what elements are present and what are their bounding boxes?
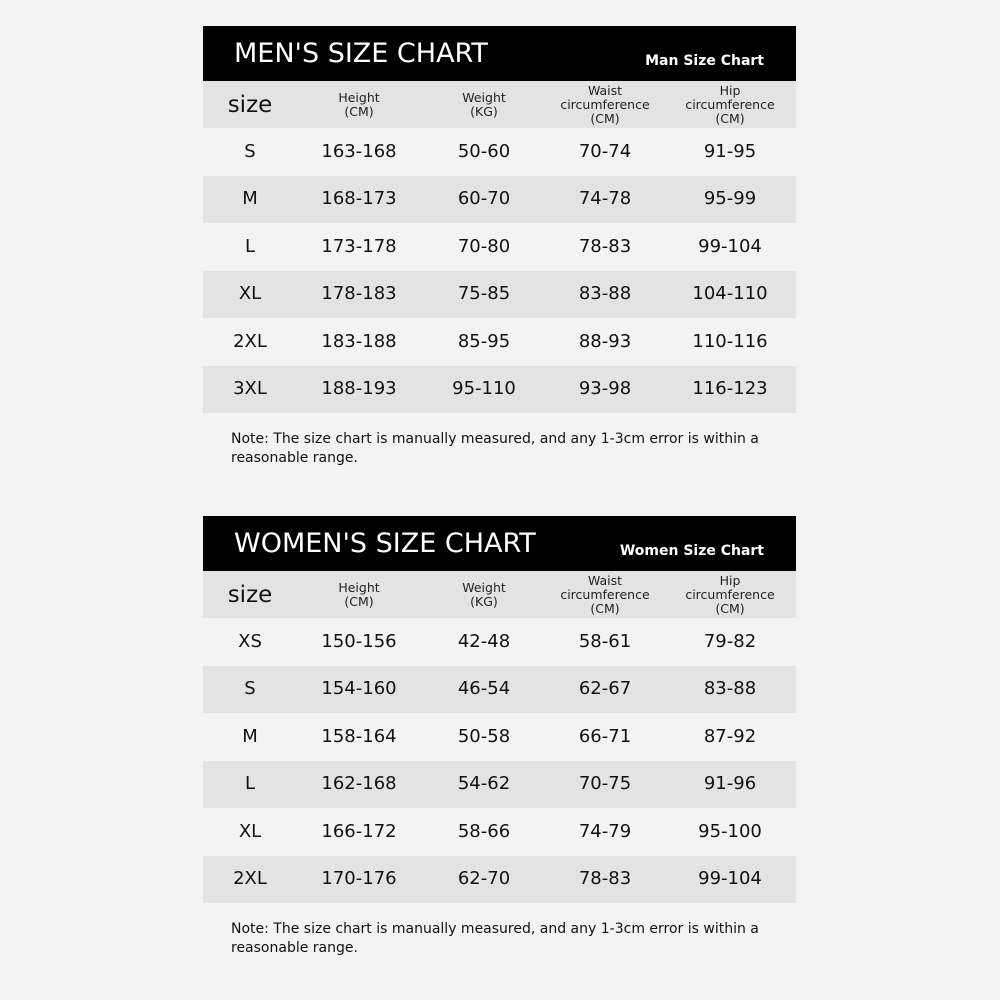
size-cell: 2XL bbox=[233, 868, 267, 890]
hip-cell: 116-123 bbox=[692, 378, 768, 400]
weight-cell: 46-54 bbox=[457, 678, 511, 700]
size-cell: S bbox=[244, 678, 256, 700]
header-hip-unit: (CM) bbox=[715, 600, 745, 616]
table-row bbox=[203, 318, 796, 366]
weight-cell: 60-70 bbox=[457, 188, 511, 210]
header-weight-label: Weight bbox=[462, 579, 506, 595]
size-cell: XL bbox=[238, 820, 262, 842]
header-height bbox=[338, 91, 379, 119]
waist-cell: 66-71 bbox=[578, 725, 632, 747]
height-cell: 183-188 bbox=[321, 330, 397, 352]
header-weight-label: Weight bbox=[462, 89, 506, 105]
womens-header-row bbox=[203, 571, 796, 618]
header-waist bbox=[560, 574, 649, 616]
hip-cell: 99-104 bbox=[698, 235, 762, 257]
waist-cell: 74-79 bbox=[578, 820, 632, 842]
weight-cell: 50-58 bbox=[457, 725, 511, 747]
header-hip-unit: (CM) bbox=[715, 110, 745, 126]
size-cell: 2XL bbox=[233, 330, 267, 352]
womens-table-body bbox=[203, 618, 796, 903]
mens-table-body bbox=[203, 128, 796, 413]
waist-cell: 58-61 bbox=[578, 630, 632, 652]
table-row bbox=[203, 366, 796, 414]
mens-chart-note: Note: The size chart is manually measured, and any 1-3cm error is within a reasonable range. bbox=[231, 431, 759, 466]
header-size: size bbox=[227, 581, 273, 608]
header-height bbox=[338, 581, 379, 609]
header-hip-label: Hip bbox=[719, 572, 741, 588]
weight-cell: 58-66 bbox=[457, 820, 511, 842]
table-row bbox=[203, 618, 796, 666]
weight-cell: 85-95 bbox=[457, 330, 511, 352]
hip-cell: 91-95 bbox=[703, 140, 757, 162]
womens-chart-note: Note: The size chart is manually measured, and any 1-3cm error is within a reasonable range. bbox=[231, 921, 759, 956]
header-height-unit: (CM) bbox=[344, 593, 374, 609]
mens-size-chart bbox=[203, 26, 796, 467]
header-waist bbox=[560, 84, 649, 126]
table-row bbox=[203, 223, 796, 271]
size-cell: 3XL bbox=[233, 378, 267, 400]
header-hip bbox=[685, 574, 774, 616]
height-cell: 158-164 bbox=[321, 725, 397, 747]
waist-cell: 62-67 bbox=[578, 678, 632, 700]
weight-cell: 95-110 bbox=[452, 378, 516, 400]
waist-cell: 93-98 bbox=[578, 378, 632, 400]
womens-size-chart bbox=[203, 516, 796, 957]
womens-chart-title: WOMEN'S SIZE CHART bbox=[234, 528, 536, 559]
header-weight-unit: (KG) bbox=[470, 103, 498, 119]
header-waist-unit: (CM) bbox=[590, 600, 620, 616]
header-hip-label-2: circumference bbox=[685, 586, 775, 602]
hip-cell: 104-110 bbox=[692, 283, 768, 305]
hip-cell: 91-96 bbox=[703, 773, 757, 795]
mens-chart-subtitle: Man Size Chart bbox=[645, 53, 764, 69]
header-waist-label: Waist bbox=[587, 82, 623, 98]
height-cell: 166-172 bbox=[321, 820, 397, 842]
header-waist-label-2: circumference bbox=[560, 586, 650, 602]
table-row bbox=[203, 856, 796, 904]
waist-cell: 78-83 bbox=[578, 868, 632, 890]
header-height-label: Height bbox=[338, 89, 380, 105]
height-cell: 154-160 bbox=[321, 678, 397, 700]
womens-chart-subtitle: Women Size Chart bbox=[619, 543, 764, 559]
height-cell: 168-173 bbox=[321, 188, 397, 210]
size-cell: M bbox=[242, 188, 258, 210]
height-cell: 150-156 bbox=[321, 630, 397, 652]
header-hip-label: Hip bbox=[719, 82, 741, 98]
mens-chart-banner bbox=[203, 26, 796, 81]
waist-cell: 78-83 bbox=[578, 235, 632, 257]
weight-cell: 62-70 bbox=[457, 868, 511, 890]
height-cell: 163-168 bbox=[321, 140, 397, 162]
size-cell: XL bbox=[238, 283, 262, 305]
waist-cell: 88-93 bbox=[578, 330, 632, 352]
height-cell: 170-176 bbox=[321, 868, 397, 890]
table-row bbox=[203, 666, 796, 714]
womens-chart-banner bbox=[203, 516, 796, 571]
size-cell: L bbox=[244, 235, 256, 257]
mens-header-row bbox=[203, 81, 796, 128]
header-hip bbox=[685, 84, 774, 126]
header-weight bbox=[462, 581, 506, 609]
height-cell: 188-193 bbox=[321, 378, 397, 400]
header-height-unit: (CM) bbox=[344, 103, 374, 119]
hip-cell: 87-92 bbox=[703, 725, 757, 747]
header-hip-label-2: circumference bbox=[685, 96, 775, 112]
weight-cell: 42-48 bbox=[457, 630, 511, 652]
height-cell: 173-178 bbox=[321, 235, 397, 257]
waist-cell: 74-78 bbox=[578, 188, 632, 210]
hip-cell: 79-82 bbox=[703, 630, 757, 652]
height-cell: 162-168 bbox=[321, 773, 397, 795]
header-size: size bbox=[227, 91, 273, 118]
weight-cell: 54-62 bbox=[457, 773, 511, 795]
table-row bbox=[203, 713, 796, 761]
weight-cell: 75-85 bbox=[457, 283, 511, 305]
size-cell: L bbox=[244, 773, 256, 795]
header-weight-unit: (KG) bbox=[470, 593, 498, 609]
size-cell: XS bbox=[238, 630, 262, 652]
waist-cell: 83-88 bbox=[578, 283, 632, 305]
size-cell: M bbox=[242, 725, 258, 747]
mens-chart-title: MEN'S SIZE CHART bbox=[234, 38, 488, 69]
weight-cell: 50-60 bbox=[457, 140, 511, 162]
hip-cell: 95-99 bbox=[703, 188, 757, 210]
size-cell: S bbox=[244, 140, 256, 162]
hip-cell: 95-100 bbox=[698, 820, 762, 842]
table-row bbox=[203, 808, 796, 856]
waist-cell: 70-74 bbox=[578, 140, 632, 162]
waist-cell: 70-75 bbox=[578, 773, 632, 795]
table-row bbox=[203, 761, 796, 809]
header-waist-label-2: circumference bbox=[560, 96, 650, 112]
table-row bbox=[203, 176, 796, 224]
header-waist-unit: (CM) bbox=[590, 110, 620, 126]
header-weight bbox=[462, 91, 506, 119]
table-row bbox=[203, 128, 796, 176]
hip-cell: 83-88 bbox=[703, 678, 757, 700]
height-cell: 178-183 bbox=[321, 283, 397, 305]
weight-cell: 70-80 bbox=[457, 235, 511, 257]
hip-cell: 99-104 bbox=[698, 868, 762, 890]
hip-cell: 110-116 bbox=[692, 330, 768, 352]
header-height-label: Height bbox=[338, 579, 380, 595]
table-row bbox=[203, 271, 796, 319]
header-waist-label: Waist bbox=[587, 572, 623, 588]
